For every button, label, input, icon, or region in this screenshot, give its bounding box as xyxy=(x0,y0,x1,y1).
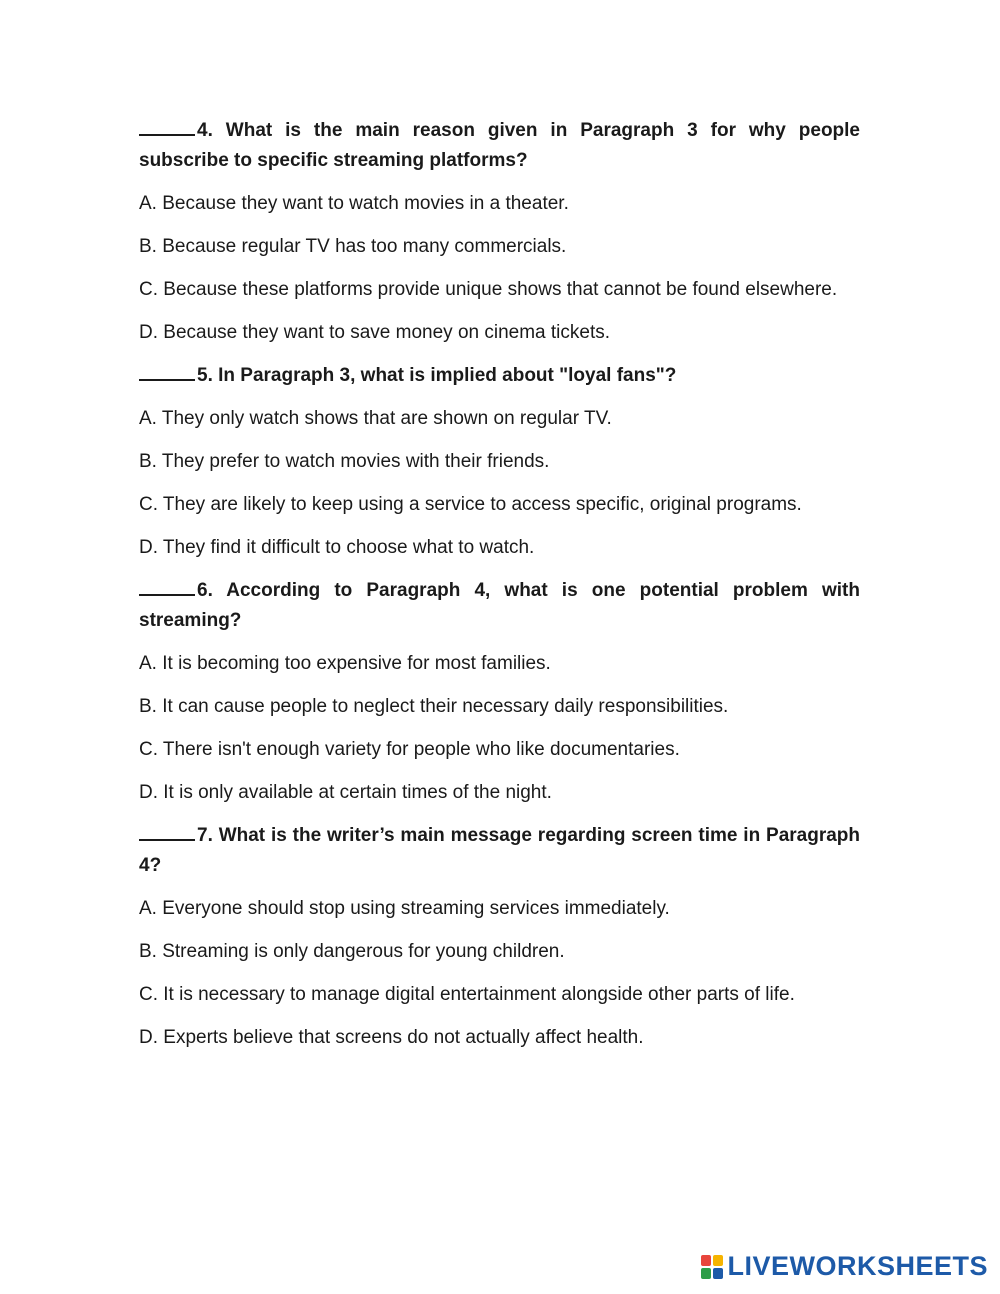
q5-option-a: A. They only watch shows that are shown on regular TV. xyxy=(139,408,612,429)
logo-mark-tile-red xyxy=(701,1255,711,1266)
question-5 xyxy=(139,361,860,391)
logo-mark-tile-green xyxy=(701,1268,711,1279)
q6-option-b: B. It can cause people to neglect their necessary daily responsibilities. xyxy=(139,696,729,717)
liveworksheets-logo xyxy=(701,1251,988,1282)
q5-option-c: C. They are likely to keep using a service to access specific, original programs. xyxy=(139,494,802,515)
question-6 xyxy=(139,576,860,636)
q7-option-c: C. It is necessary to manage digital entertainment alongside other parts of life. xyxy=(139,984,795,1005)
answer-blank-6[interactable] xyxy=(139,593,195,596)
question-7 xyxy=(139,821,860,881)
question-5-text: 5. In Paragraph 3, what is implied about "loyal fans"? xyxy=(197,365,677,386)
q4-option-d: D. Because they want to save money on cinema tickets. xyxy=(139,322,611,343)
q6-option-d: D. It is only available at certain times of the night. xyxy=(139,782,552,803)
liveworksheets-logo-icon xyxy=(701,1255,723,1279)
q6-option-c: C. There isn't enough variety for people who like documentaries. xyxy=(139,739,680,760)
q5-option-d: D. They find it difficult to choose what to watch. xyxy=(139,537,535,558)
question-block-5 xyxy=(139,361,860,563)
answer-blank-4[interactable] xyxy=(139,133,195,136)
question-4 xyxy=(139,116,860,176)
q7-option-b: B. Streaming is only dangerous for young children. xyxy=(139,941,565,962)
logo-mark-tile-yellow xyxy=(713,1255,723,1266)
q4-option-c: C. Because these platforms provide unique shows that cannot be found elsewhere. xyxy=(139,279,838,300)
worksheet-page xyxy=(139,116,860,1066)
q4-option-b: B. Because regular TV has too many commercials. xyxy=(139,236,567,257)
question-block-7 xyxy=(139,821,860,1053)
answer-blank-7[interactable] xyxy=(139,838,195,841)
question-7-text: 7. What is the writer’s main message regarding screen time in Paragraph 4? xyxy=(139,825,860,876)
question-6-text: 6. According to Paragraph 4, what is one potential problem with streaming? xyxy=(139,580,860,631)
question-block-4 xyxy=(139,116,860,348)
q4-option-a: A. Because they want to watch movies in a theater. xyxy=(139,193,569,214)
q7-option-d: D. Experts believe that screens do not actually affect health. xyxy=(139,1027,644,1048)
q5-option-b: B. They prefer to watch movies with their friends. xyxy=(139,451,550,472)
q6-option-a: A. It is becoming too expensive for most families. xyxy=(139,653,551,674)
question-4-text: 4. What is the main reason given in Paragraph 3 for why people subscribe to specific streaming platforms? xyxy=(139,120,860,171)
answer-blank-5[interactable] xyxy=(139,378,195,381)
logo-text: LIVEWORKSHEETS xyxy=(727,1251,988,1281)
logo-mark-tile-blue xyxy=(713,1268,723,1279)
q7-option-a: A. Everyone should stop using streaming services immediately. xyxy=(139,898,670,919)
question-block-6 xyxy=(139,576,860,808)
